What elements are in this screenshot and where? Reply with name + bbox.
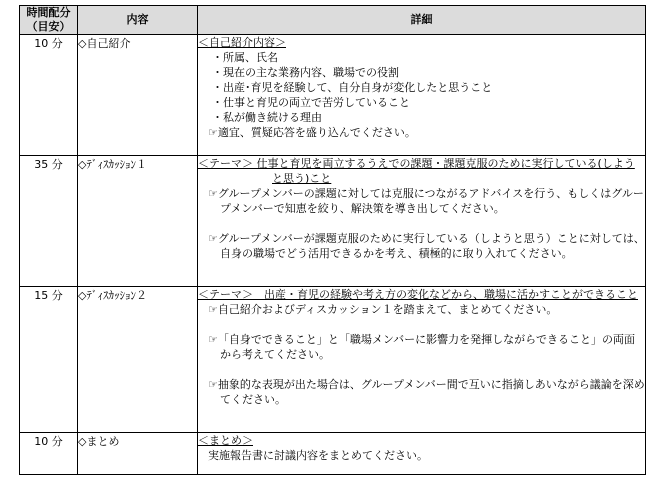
header-time-label: 時間配分 [26,6,71,19]
detail-note: ☞自己紹介およびディスカッション１を踏まえて、まとめてください。 [208,303,558,316]
detail-heading: ＜テーマ＞ 出産・育児の経験や考え方の変化などから、職場に活かすことができること [198,288,638,301]
header-detail: 詳細 [198,6,646,35]
row-content: ◇まとめ [78,433,198,475]
list-item: ・出産･育児を経験して、自分自身が変化したと思うこと [212,81,493,94]
row-time: 15 分 [20,287,78,433]
detail-heading: ＜まとめ＞ [198,434,253,447]
row-detail [198,433,646,475]
header-time-sub: （目安） [26,20,71,33]
row-detail [198,287,646,433]
detail-heading: ＜テーマ＞ 仕事と育児を両立するうえでの課題・課題克服のために実行している(しようと思う)こと [198,157,635,185]
table-row [20,287,646,433]
detail-note: ☞適宜、質疑応答を盛り込んでください。 [208,126,416,139]
schedule-table [19,5,646,475]
detail-note: ☞グループメンバーが課題克服のために実行している（しようと思う）ことに対しては、自身の職場でどう活用できるかを考え、積極的に取り入れてください。 [208,232,645,260]
list-item: ・所属、氏名 [212,51,278,64]
row-detail [198,156,646,287]
table-row [20,35,646,156]
table-row [20,433,646,475]
row-time: 35 分 [20,156,78,287]
detail-note: ☞抽象的な表現が出た場合は、グループメンバー間で互いに指摘しあいながら議論を深めてください。 [208,378,645,406]
table-row [20,156,646,287]
row-detail [198,35,646,156]
row-content: ◇ﾃﾞｨｽｶｯｼｮﾝ２ [78,287,198,433]
detail-heading: ＜自己紹介内容＞ [198,36,286,49]
intro-item-list [198,50,645,125]
list-item: ・仕事と育児の両立で苦労していること [212,96,410,109]
row-content: ◇ﾃﾞｨｽｶｯｼｮﾝ１ [78,156,198,287]
list-item: ・私が働き続ける理由 [212,111,322,124]
row-time: 10 分 [20,35,78,156]
row-content: ◇自己紹介 [78,35,198,156]
header-time [20,6,78,35]
header-content: 内容 [78,6,198,35]
detail-note: ☞「自身でできること」と「職場メンバーに影響力を発揮しながらできること」の両面から考えてください。 [208,333,635,361]
row-time: 10 分 [20,433,78,475]
header-row [20,6,646,35]
detail-note: ☞グループメンバーの課題に対しては克服につながるアドバイスを行う、もしくはグループメンバーで知恵を絞り、解決策を導き出してください。 [208,187,644,215]
detail-text: 実施報告書に討議内容をまとめてください。 [208,449,428,462]
list-item: ・現在の主な業務内容、職場での役割 [212,66,399,79]
